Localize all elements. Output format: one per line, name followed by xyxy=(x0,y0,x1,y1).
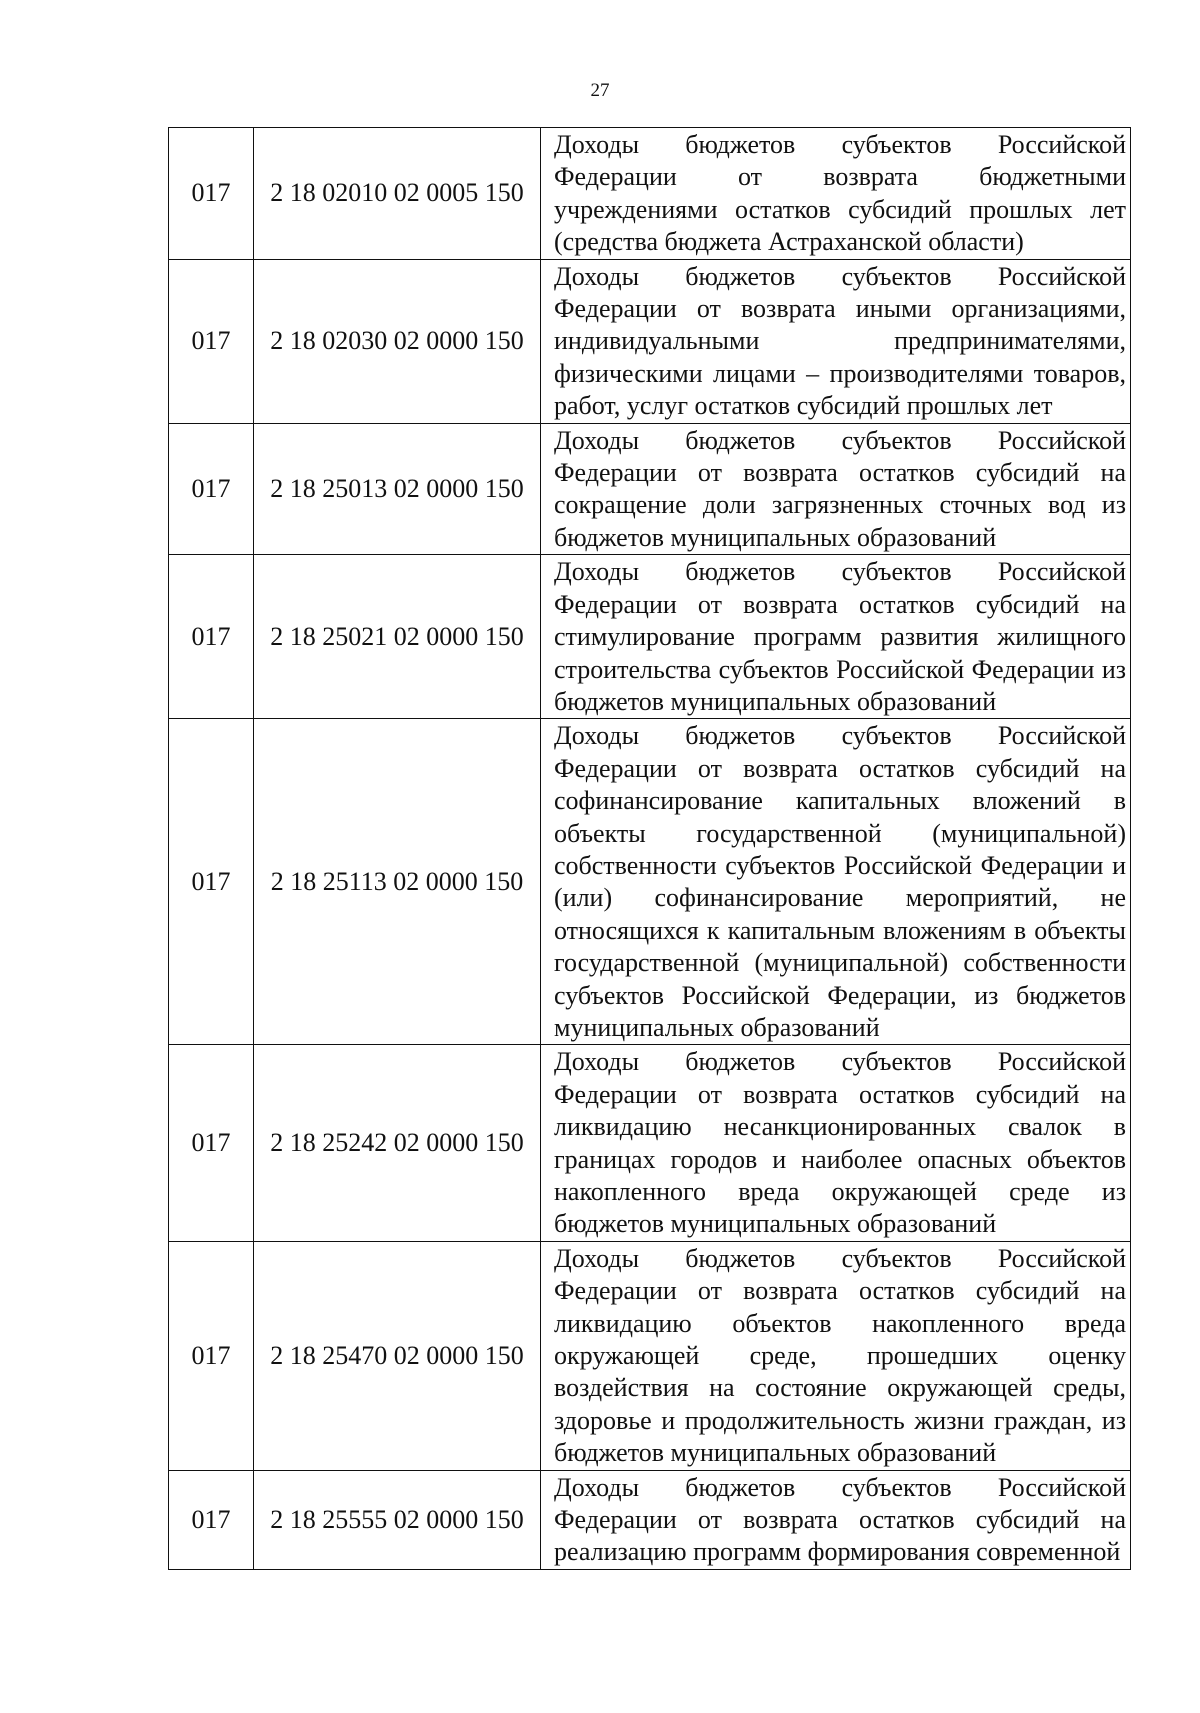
admin-code-cell: 017 xyxy=(169,555,254,719)
revenue-name-cell: Доходы бюджетов субъектов Российской Федерации от возврата иными организациями, индивидуальными предпринимателями, физическими лицами – производителями товаров, работ, услуг остатков субсидий прошлых лет xyxy=(541,259,1131,423)
budget-code-cell: 2 18 25242 02 0000 150 xyxy=(254,1045,541,1241)
budget-revenue-table xyxy=(168,127,1131,1570)
admin-code-cell: 017 xyxy=(169,423,254,555)
revenue-name-cell: Доходы бюджетов субъектов Российской Федерации от возврата остатков субсидий на сокращение доли загрязненных сточных вод из бюджетов муниципальных образований xyxy=(541,423,1131,555)
revenue-name-cell: Доходы бюджетов субъектов Российской Федерации от возврата остатков субсидий на стимулирование программ развития жилищного строительства субъектов Российской Федерации из бюджетов муниципальных образований xyxy=(541,555,1131,719)
admin-code-cell: 017 xyxy=(169,128,254,260)
table-row xyxy=(169,128,1131,260)
admin-code-cell: 017 xyxy=(169,259,254,423)
budget-code-cell: 2 18 25113 02 0000 150 xyxy=(254,719,541,1045)
budget-code-cell: 2 18 25021 02 0000 150 xyxy=(254,555,541,719)
revenue-name-cell: Доходы бюджетов субъектов Российской Федерации от возврата остатков субсидий на ликвидацию объектов накопленного вреда окружающей среде, прошедших оценку воздействия на состояние окружающей среды, здоровье и продолжительность жизни граждан, из бюджетов муниципальных образований xyxy=(541,1241,1131,1470)
budget-code-cell: 2 18 25555 02 0000 150 xyxy=(254,1470,541,1569)
revenue-name-cell: Доходы бюджетов субъектов Российской Федерации от возврата бюджетными учреждениями остатков субсидий прошлых лет (средства бюджета Астраханской области) xyxy=(541,128,1131,260)
table-row xyxy=(169,555,1131,719)
budget-code-cell: 2 18 25013 02 0000 150 xyxy=(254,423,541,555)
revenue-name-cell: Доходы бюджетов субъектов Российской Федерации от возврата остатков субсидий на софинансирование капитальных вложений в объекты государственной (муниципальной) собственности субъектов Российской Федерации и (или) софинансирование мероприятий, не относящихся к капитальным вложениям в объекты государственной (муниципальной) собственности субъектов Российской Федерации, из бюджетов муниципальных образований xyxy=(541,719,1131,1045)
table-row xyxy=(169,1470,1131,1569)
admin-code-cell: 017 xyxy=(169,719,254,1045)
table-row xyxy=(169,259,1131,423)
budget-code-cell: 2 18 25470 02 0000 150 xyxy=(254,1241,541,1470)
budget-code-cell: 2 18 02030 02 0000 150 xyxy=(254,259,541,423)
table-row xyxy=(169,719,1131,1045)
table-row xyxy=(169,423,1131,555)
admin-code-cell: 017 xyxy=(169,1241,254,1470)
table-row xyxy=(169,1045,1131,1241)
budget-code-cell: 2 18 02010 02 0005 150 xyxy=(254,128,541,260)
table-row xyxy=(169,1241,1131,1470)
revenue-name-cell: Доходы бюджетов субъектов Российской Федерации от возврата остатков субсидий на реализацию программ формирования современной xyxy=(541,1470,1131,1569)
revenue-name-cell: Доходы бюджетов субъектов Российской Федерации от возврата остатков субсидий на ликвидацию несанкционированных свалок в границах городов и наиболее опасных объектов накопленного вреда окружающей среде из бюджетов муниципальных образований xyxy=(541,1045,1131,1241)
page-number: 27 xyxy=(590,80,610,101)
admin-code-cell: 017 xyxy=(169,1045,254,1241)
admin-code-cell: 017 xyxy=(169,1470,254,1569)
